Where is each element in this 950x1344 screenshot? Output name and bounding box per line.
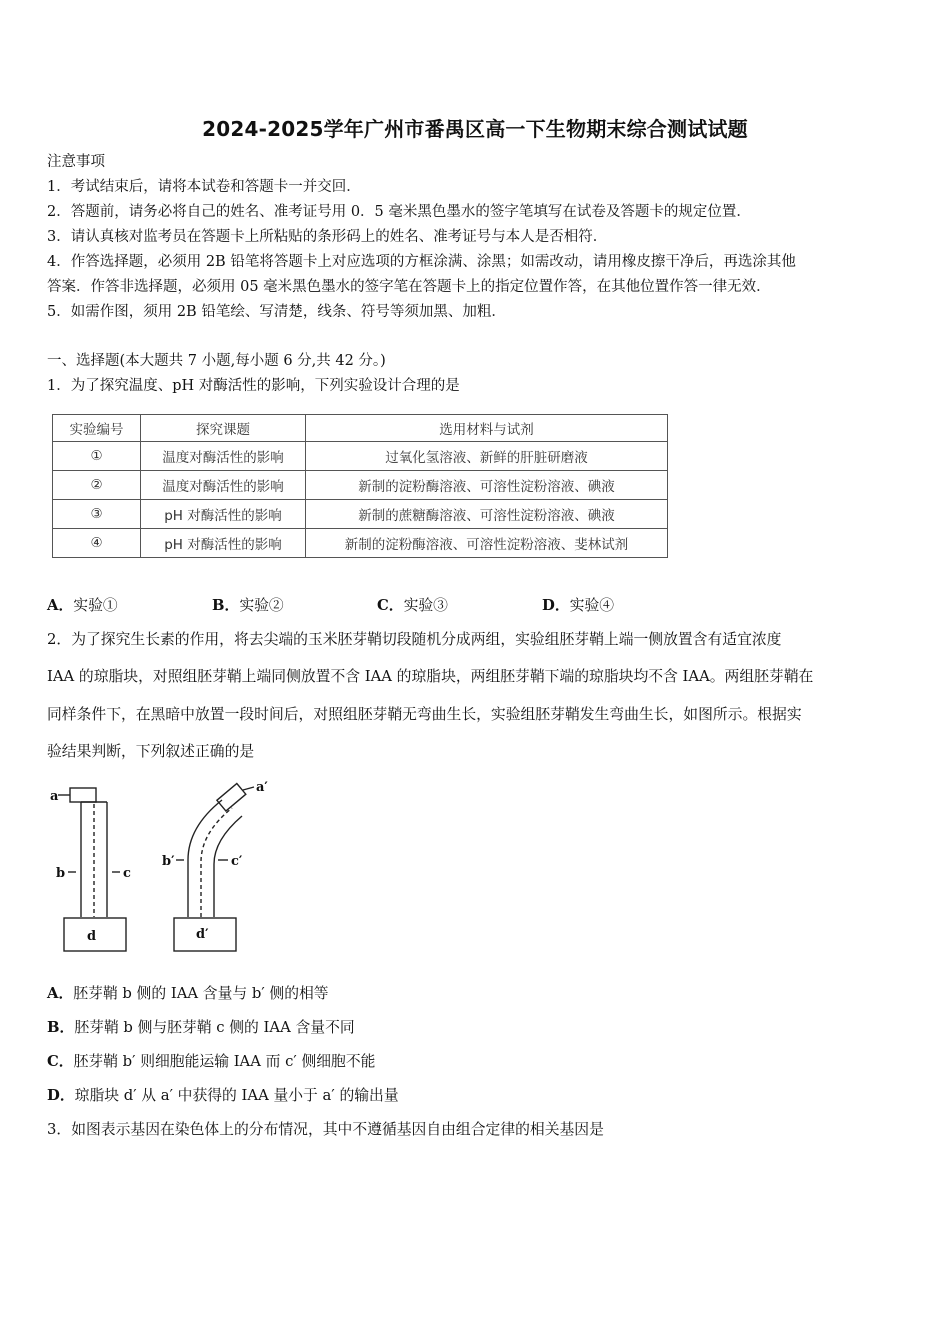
option-c	[47, 1050, 375, 1071]
option-a	[47, 982, 329, 1003]
question-2-line: 2．为了探究生长素的作用，将去尖端的玉米胚芽鞘切段随机分成两组，实验组胚芽鞘上端一侧放置含有适宜浓度	[47, 631, 782, 648]
table-cell: pH 对酶活性的影响	[141, 529, 306, 558]
option-text: 胚芽鞘 b 侧与胚芽鞘 c 侧的 IAA 含量不同	[74, 1019, 355, 1036]
label-line-a-prime	[243, 787, 254, 790]
table-cell: ①	[53, 442, 141, 471]
agar-block-a-prime	[217, 784, 246, 811]
notice-item: 1．考试结束后，请将本试卷和答题卡一并交回．	[47, 179, 361, 195]
notice-item: 5．如需作图，须用 2B 铅笔绘、写清楚，线条、符号等须加黑、加粗．	[47, 304, 506, 320]
notice-item: 2．答题前，请务必将自己的姓名、准考证号用 0．5 毫米黑色墨水的签字笔填写在试卷及答题卡的规定位置．	[47, 204, 751, 220]
agar-block-a	[70, 788, 96, 802]
table-cell: ③	[53, 500, 141, 529]
experiment-table	[52, 414, 668, 558]
table-cell: 过氧化氢溶液、新鲜的肝脏研磨液	[306, 442, 668, 471]
option-b	[212, 594, 284, 615]
section-heading: 一、选择题(本大题共 7 小题,每小题 6 分,共 42 分。)	[47, 353, 386, 369]
notice-heading: 注意事项	[47, 154, 105, 170]
question-2-line: 验结果判断，下列叙述正确的是	[47, 743, 255, 760]
table-cell: 温度对酶活性的影响	[141, 471, 306, 500]
label-a: a	[50, 789, 59, 804]
option-letter: A．	[47, 597, 74, 614]
option-text: 胚芽鞘 b 侧的 IAA 含量与 b′ 侧的相等	[73, 985, 329, 1002]
option-letter: B．	[212, 597, 240, 614]
label-b: b	[56, 866, 66, 881]
table-header-cell: 实验编号	[53, 415, 141, 442]
table-cell: ④	[53, 529, 141, 558]
option-text: 实验②	[239, 597, 284, 614]
option-letter: B．	[47, 1019, 75, 1036]
table-row	[53, 442, 668, 471]
option-text: 实验④	[569, 597, 615, 614]
table-header-cell: 探究课题	[141, 415, 306, 442]
label-d-prime: d′	[196, 927, 209, 942]
bent-coleoptile-left-edge	[188, 800, 222, 917]
option-d	[47, 1084, 399, 1105]
option-b	[47, 1016, 355, 1037]
option-d	[542, 594, 614, 615]
notice-item: 3．请认真核对监考员在答题卡上所粘贴的条形码上的姓名、准考证号与本人是否相符．	[47, 229, 608, 245]
table-cell: pH 对酶活性的影响	[141, 500, 306, 529]
bent-coleoptile-midline	[201, 808, 232, 917]
notice-item: 4．作答选择题，必须用 2B 铅笔将答题卡上对应选项的方框涂满、涂黑；如需改动，请用橡皮擦干净后，再选涂其他	[47, 254, 796, 270]
table-cell: 新制的淀粉酶溶液、可溶性淀粉溶液、碘液	[306, 471, 668, 500]
option-text: 琼脂块 d′ 从 a′ 中获得的 IAA 量小于 a′ 的输出量	[74, 1087, 399, 1104]
table-cell: 新制的蔗糖酶溶液、可溶性淀粉溶液、碘液	[306, 500, 668, 529]
notice-item: 答案．作答非选择题，必须用 05 毫米黑色墨水的签字笔在答题卡上的指定位置作答，在其他位置作答一律无效．	[47, 279, 771, 295]
option-a	[47, 594, 118, 615]
table-header-cell: 选用材料与试剂	[306, 415, 668, 442]
option-letter: C．	[47, 1053, 74, 1070]
option-text: 实验③	[403, 597, 448, 614]
option-text: 胚芽鞘 b′ 则细胞能运输 IAA 而 c′ 侧细胞不能	[73, 1053, 376, 1070]
option-letter: A．	[47, 985, 74, 1002]
table-row	[53, 529, 668, 558]
label-d: d	[87, 929, 97, 944]
label-c-prime: c′	[231, 854, 243, 869]
option-letter: C．	[377, 597, 404, 614]
question-3-stem: 3．如图表示基因在染色体上的分布情况，其中不遵循基因自由组合定律的相关基因是	[47, 1121, 604, 1138]
table-cell: ②	[53, 471, 141, 500]
question-2-line: 同样条件下，在黑暗中放置一段时间后，对照组胚芽鞘无弯曲生长，实验组胚芽鞘发生弯曲生长，如图所示。根据实	[47, 706, 802, 723]
option-letter: D．	[47, 1087, 75, 1104]
option-c	[377, 594, 448, 615]
table-cell: 温度对酶活性的影响	[141, 442, 306, 471]
label-b-prime: b′	[162, 854, 175, 869]
option-letter: D．	[542, 597, 570, 614]
table-header-row	[53, 415, 668, 442]
coleoptile-figure	[50, 772, 290, 957]
table-row	[53, 471, 668, 500]
question-2-line: IAA 的琼脂块，对照组胚芽鞘上端同侧放置不含 IAA 的琼脂块，两组胚芽鞘下端的琼脂块均不含 IAA。两组胚芽鞘在	[47, 668, 814, 685]
label-a-prime: a′	[256, 780, 268, 795]
table-row	[53, 500, 668, 529]
option-text: 实验①	[73, 597, 118, 614]
page-title: 2024-2025学年广州市番禺区高一下生物期末综合测试试题	[202, 117, 748, 141]
label-c: c	[123, 866, 131, 881]
table-cell: 新制的淀粉酶溶液、可溶性淀粉溶液、斐林试剂	[306, 529, 668, 558]
question-1-stem: 1．为了探究温度、pH 对酶活性的影响，下列实验设计合理的是	[47, 378, 460, 394]
